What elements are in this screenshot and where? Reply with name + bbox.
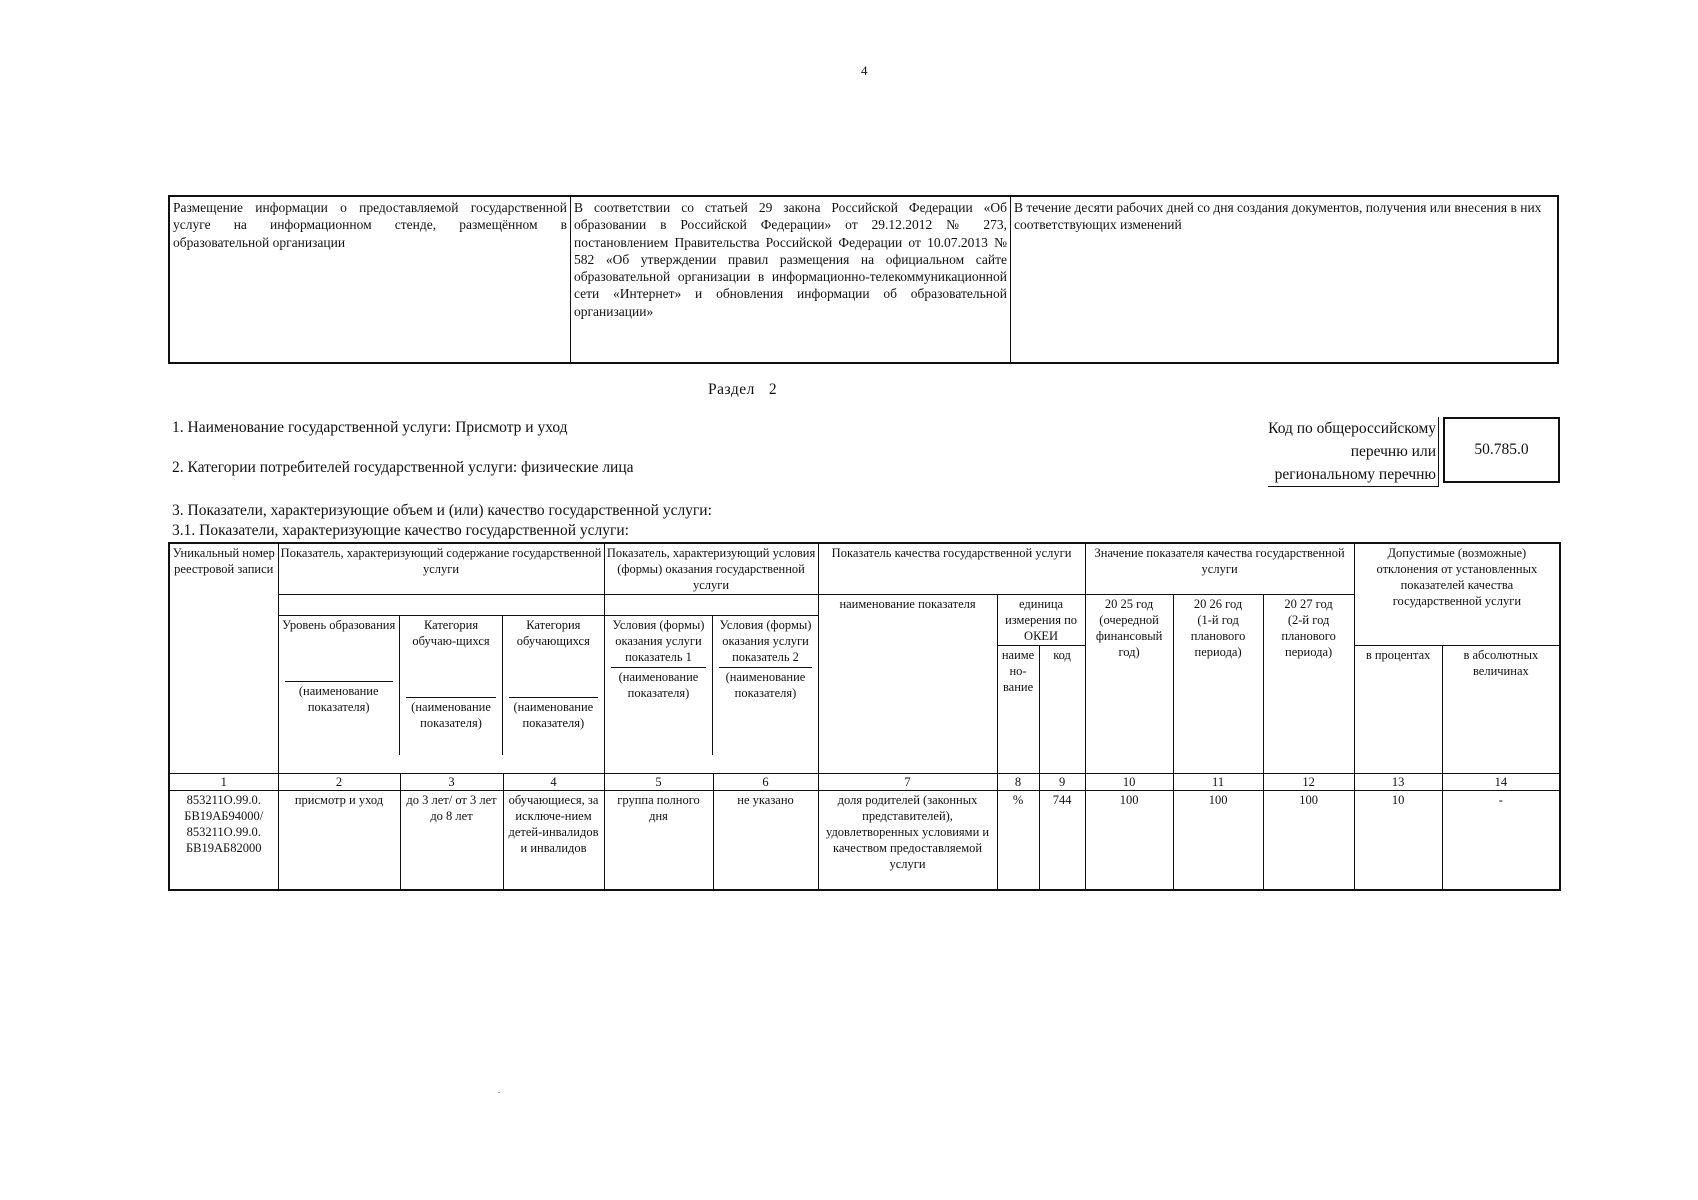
header-unit: единица измерения по ОКЕИ [997,595,1085,646]
section-label: Раздел [708,381,755,398]
header-percent: в процентах [1354,646,1442,774]
header-quality: Показатель качества государственной услуги [818,543,1085,595]
col-number: 2 [278,774,400,791]
col-number: 12 [1263,774,1354,791]
info-frequency-cell: В течение десяти рабочих дней со дня создания документов, получения или внесения в них соответствующих изменений [1011,196,1559,363]
col-number: 7 [818,774,997,791]
col-number: 1 [169,774,278,791]
table-row [169,791,1560,891]
cell-value-2026: 100 [1173,791,1263,891]
info-row-table [168,195,1559,364]
code-label [1268,417,1439,487]
header-year-2026: 20 26 год (1-й год планового периода) [1173,595,1263,774]
header-conditions-body [604,595,818,774]
header-content-body [278,595,604,774]
code-label-line: перечню или [1350,443,1436,460]
cell-deviation-percent: 10 [1354,791,1442,891]
cell-value-2027: 100 [1263,791,1354,891]
col-number: 3 [400,774,503,791]
cell-deviation-absolute: - [1442,791,1560,891]
header-year-2025: 20 25 год (очередной финансовый год) [1085,595,1173,774]
col-number: 11 [1173,774,1263,791]
indicators-heading: 3. Показатели, характеризующие объем и (или) качество государственной услуги: [172,502,712,519]
code-value-box: 50.785.0 [1443,417,1560,483]
cell-category-2: обучающиеся, за исключе-нием детей-инвалидов и инвалидов [503,791,604,891]
quality-heading: 3.1. Показатели, характеризующие качество государственной услуги: [172,522,629,539]
scan-speck [498,1092,500,1093]
col-number: 9 [1039,774,1085,791]
header-conditions: Показатель, характеризующий условия (формы) оказания государственной услуги [604,543,818,595]
cell-level: присмотр и уход [278,791,400,891]
cell-condition-2: не указано [713,791,818,891]
header-unit-code: код [1039,646,1085,774]
header-absolute: в абсолютных величинах [1442,646,1560,774]
header-level: Уровень образования (наименование показателя) [279,615,400,755]
cell-value-2025: 100 [1085,791,1173,891]
col-number: 14 [1442,774,1560,791]
cell-unique-number: 853211О.99.0. БВ19АБ94000/ 853211О.99.0. БВ19АБ82000 [169,791,278,891]
info-method-cell: Размещение информации о предоставляемой государственной услуге на информационном стенде, размещённом в образовательной организации [169,196,571,363]
col-number: 4 [503,774,604,791]
code-label-line: региональному перечню [1274,466,1436,483]
col-number: 8 [997,774,1039,791]
header-year-2027: 20 27 год (2-й год планового периода) [1263,595,1354,774]
header-indicator-name: наименование показателя [818,595,997,774]
cell-unit-code: 744 [1039,791,1085,891]
header-content: Показатель, характеризующий содержание государственной услуги [278,543,604,595]
info-basis-cell: В соответствии со статьей 29 закона Российской Федерации «Об образовании в Российской Федерации» от 29.12.2012 № 273, постановлением Правительства Российской Федерации от 10.07.2013 № 582 «Об утверждении правил размещения на официальном сайте образовательной организации в информационно-телекоммуникационной сети «Интернет» и обновления информации об образовательной организации» [571,196,1011,363]
code-label-line: Код по общероссийскому [1268,420,1436,437]
column-number-row [169,774,1560,791]
header-category-1: Категория обучаю-щихся (наименование показателя) [400,615,503,755]
consumer-category-line: 2. Категории потребителей государственной услуги: физические лица [172,459,634,476]
cell-indicator: доля родителей (законных представителей), удовлетворенных условиями и качеством предоставляемой услуги [818,791,997,891]
page-number: 4 [861,63,868,78]
col-number: 5 [604,774,713,791]
section-number: 2 [768,381,778,398]
header-condition-2: Условия (формы) оказания услуги показатель 2 (наименование показателя) [713,615,817,755]
header-unique-number: Уникальный номер реестровой записи [169,543,278,774]
header-condition-1: Условия (формы) оказания услуги показатель 1 (наименование показателя) [605,615,714,755]
header-unit-name: наиме но-вание [997,646,1039,774]
col-number: 13 [1354,774,1442,791]
col-number: 6 [713,774,818,791]
service-name-line: 1. Наименование государственной услуги: Присмотр и уход [172,419,568,436]
cell-category-1: до 3 лет/ от 3 лет до 8 лет [400,791,503,891]
cell-condition-1: группа полного дня [604,791,713,891]
section-title [708,381,777,399]
quality-indicators-table [168,542,1561,891]
header-value: Значение показателя качества государственной услуги [1085,543,1354,595]
header-category-2: Категория обучающихся (наименование показателя) [503,615,603,755]
cell-unit-name: % [997,791,1039,891]
col-number: 10 [1085,774,1173,791]
header-deviation: Допустимые (возможные) отклонения от установленных показателей качества государственной услуги [1354,543,1560,646]
